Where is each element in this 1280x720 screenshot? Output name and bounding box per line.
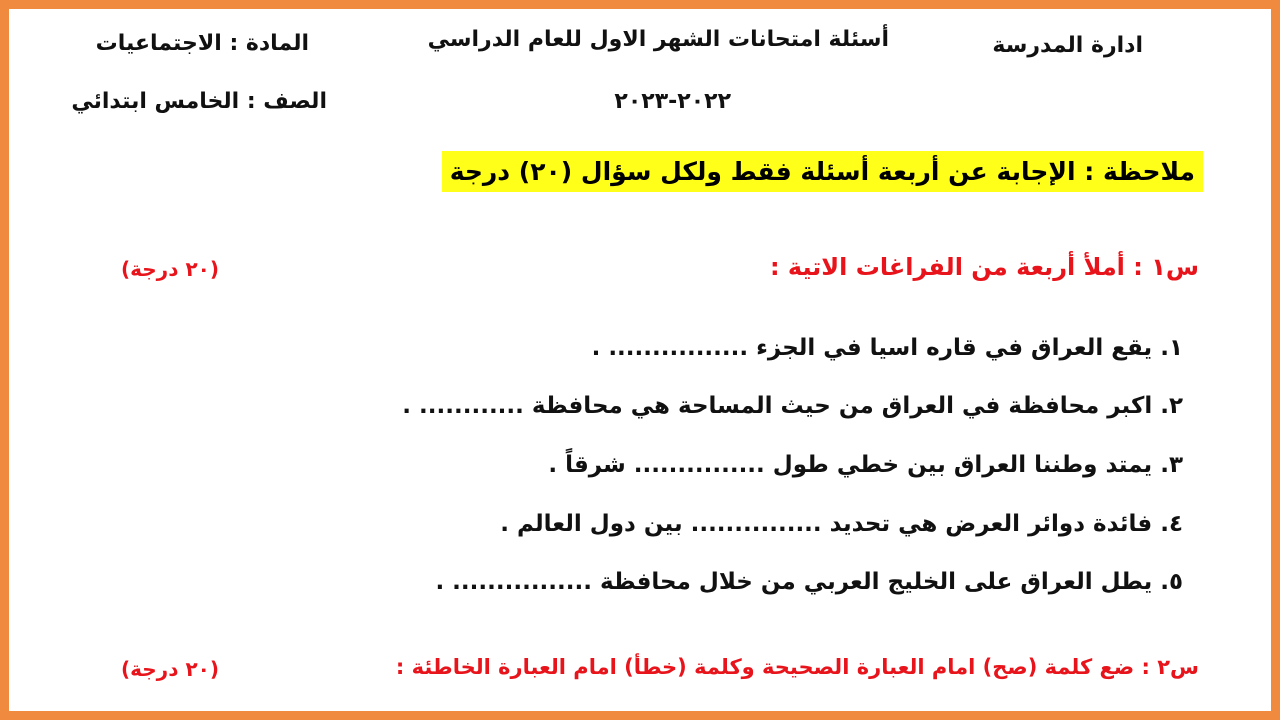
list-item: ٤.فائدة دوائر العرض هي تحديد ............... بين دول العالم . <box>500 511 1183 537</box>
grade-label: الصف : الخامس ابتدائي <box>71 89 327 114</box>
exam-sheet <box>9 9 1271 711</box>
q1-marks: (٢٠ درجة) <box>121 257 219 281</box>
school-admin: ادارة المدرسة <box>992 33 1143 58</box>
list-item: ٣.يمتد وطننا العراق بين خطي طول ............... شرقاً . <box>548 452 1183 478</box>
q1-title: س١ : أملأ أربعة من الفراغات الاتية : <box>769 253 1199 281</box>
q2-title: س٢ : ضع كلمة (صح) امام العبارة الصحيحة وكلمة (خطأ) امام العبارة الخاطئة : <box>395 655 1199 679</box>
exam-title: أسئلة امتحانات الشهر الاول للعام الدراسي <box>427 27 889 52</box>
list-item: ١.يقع العراق في قاره اسيا في الجزء ................ . <box>591 335 1183 361</box>
subject-label: المادة : الاجتماعيات <box>95 31 309 56</box>
list-item: ٢.اكبر محافظة في العراق من حيث المساحة هي محافظة ............ . <box>402 393 1183 419</box>
q2-marks: (٢٠ درجة) <box>121 657 219 681</box>
exam-note: ملاحظة : الإجابة عن أربعة أسئلة فقط ولكل سؤال (٢٠) درجة <box>442 151 1203 192</box>
list-item: ٥.يطل العراق على الخليج العربي من خلال محافظة ................ . <box>435 569 1183 595</box>
exam-year: ٢٠٢٢-٢٠٢٣ <box>614 89 731 114</box>
